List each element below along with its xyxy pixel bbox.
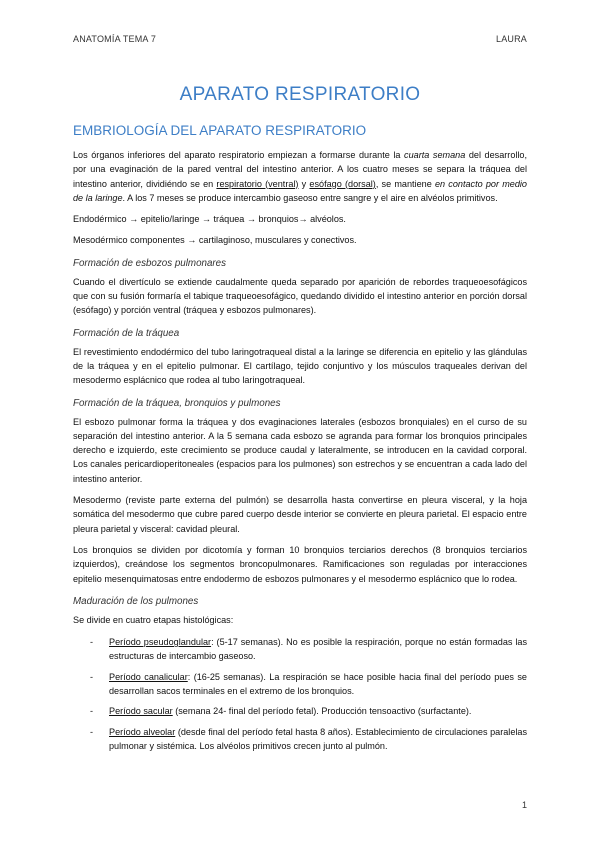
paragraph-esbozos: Cuando el divertículo se extiende caudalmente queda separado por aparición de rebordes traqueoesofágicos que con su fusión formaría el tabique traqueoesofágico, quedando dividido el intestino anterior en porción dorsal (esófago) y porción ventral (tráquea y esbozos pulmonares). bbox=[73, 276, 527, 316]
text-run: : (16-25 semanas). La respiración se hace posible hacia final del período pues se desarrollan sacos terminales en el extremo de los bronquios. bbox=[109, 671, 527, 697]
subheading-bronquios: Formación de la tráquea, bronquios y pulmones bbox=[73, 397, 281, 409]
text-italic: cuarta semana bbox=[404, 150, 466, 160]
stages-list bbox=[73, 635, 527, 753]
text-run: : (5-17 semanas). No es posible la respiración, porque no están formadas las estructuras de intercambio gaseoso. bbox=[109, 637, 527, 662]
term-underlined: Período alveolar bbox=[109, 726, 176, 737]
text-run: (semana 24- final del período fetal). Producción tensoactivo (surfactante). bbox=[172, 706, 472, 717]
text-italic: en contacto por medio de la laringe bbox=[73, 178, 527, 203]
paragraph-mesodermico: Mesodérmico componentes → cartilaginoso, musculares y conectivos. bbox=[73, 235, 357, 246]
text-underlined: respiratorio (ventral) bbox=[216, 178, 299, 189]
paragraph-bronquios-3: Los bronquios se dividen por dicotomía y forman 10 bronquios terciarios derechos (8 bronquios terciarios izquierdos), creándose los segmentos broncopulmonares. Ramificaciones son reguladas por interacciones epitelio mesenquimatosas entre endodermo de esbozos pulmonares y el mesodermo esplácnico que lo rodea. bbox=[73, 544, 527, 584]
page-header bbox=[73, 34, 527, 44]
text-run: del desarrollo, por una evaginación de la pared ventral del intestino anterior. A los cuatro meses se separa la tráquea del intestino anterior, dividiéndo se en bbox=[73, 150, 528, 189]
paragraph-traquea: El revestimiento endodérmico del tubo laringotraqueal distal a la laringe se diferencia en epitelio y las glándulas de la tráquea y en el epitelio pulmonar. El cartílago, tejido conjuntivo y los músculos traqueales derivan del mesodermo esplácnico que rodea al tubo laringotraqueal. bbox=[73, 346, 527, 386]
paragraph-intro bbox=[73, 148, 527, 205]
text-run: y bbox=[298, 178, 310, 189]
list-dash: - bbox=[90, 671, 94, 682]
subheading-maduracion: Maduración de los pulmones bbox=[73, 595, 199, 607]
text-run: Los órganos inferiores del aparato respiratorio empiezan a formarse durante la bbox=[73, 150, 405, 160]
term-underlined: Período canalicular bbox=[109, 671, 188, 682]
list-item bbox=[73, 635, 527, 664]
text-underlined: esófago (dorsal) bbox=[309, 178, 376, 189]
page-number: 1 bbox=[521, 800, 527, 810]
list-dash: - bbox=[90, 706, 94, 717]
section-heading-embriologia: EMBRIOLOGÍA DEL APARATO RESPIRATORIO bbox=[73, 123, 367, 138]
header-subject: ANATOMÍA TEMA 7 bbox=[73, 34, 157, 44]
document-title: APARATO RESPIRATORIO bbox=[179, 84, 421, 105]
text-run: (desde final del período fetal hasta 8 años). Establecimiento de circulaciones paralelas pulmonar y sistémica. Los alvéolos primitivos crecen junto al pulmón. bbox=[109, 726, 527, 751]
term-underlined: Período sacular bbox=[109, 706, 173, 717]
paragraph-bronquios-1: El esbozo pulmonar forma la tráquea y dos evaginaciones laterales (esbozos bronquiales) en el curso de su separación del intestino anterior. A la 5 semana cada esbozo se agranda para formar los bronquios principales derecho e izquierdo, este crecimiento se produce caudal y lateralmente, se introducen en la cavidad corporal. Los canales pericardioperitoneales (espacios para los pulmones) son estrechos y se encuentran a cada lado del intestino anterior. bbox=[73, 416, 527, 484]
paragraph-maduracion-intro: Se divide en cuatro etapas histológicas: bbox=[73, 614, 234, 625]
paragraph-endodermico: Endodérmico → epitelio/laringe → tráquea → bronquios→ alvéolos. bbox=[73, 214, 346, 225]
subheading-traquea: Formación de la tráquea bbox=[73, 327, 180, 339]
list-dash: - bbox=[90, 637, 94, 648]
list-item bbox=[73, 704, 527, 718]
list-item bbox=[73, 725, 527, 754]
term-underlined: Período pseudoglandular bbox=[109, 637, 212, 648]
text-run: . A los 7 meses se produce intercambio gaseoso entre sangre y el aire en alvéolos primitivos. bbox=[122, 192, 498, 203]
list-item bbox=[73, 670, 527, 699]
subheading-esbozos: Formación de esbozos pulmonares bbox=[73, 257, 227, 269]
text-run: , se mantiene bbox=[375, 178, 435, 189]
list-dash: - bbox=[90, 726, 94, 737]
header-author: LAURA bbox=[495, 34, 527, 44]
paragraph-bronquios-2: Mesodermo (reviste parte externa del pulmón) se desarrolla hasta convertirse en pleura visceral, y la hoja somática del mesodermo que cubre pared cuerpo desde interior se convierte en pleura parietal. El espacio entre pleura parietal y visceral: cavidad pleural. bbox=[73, 495, 527, 534]
